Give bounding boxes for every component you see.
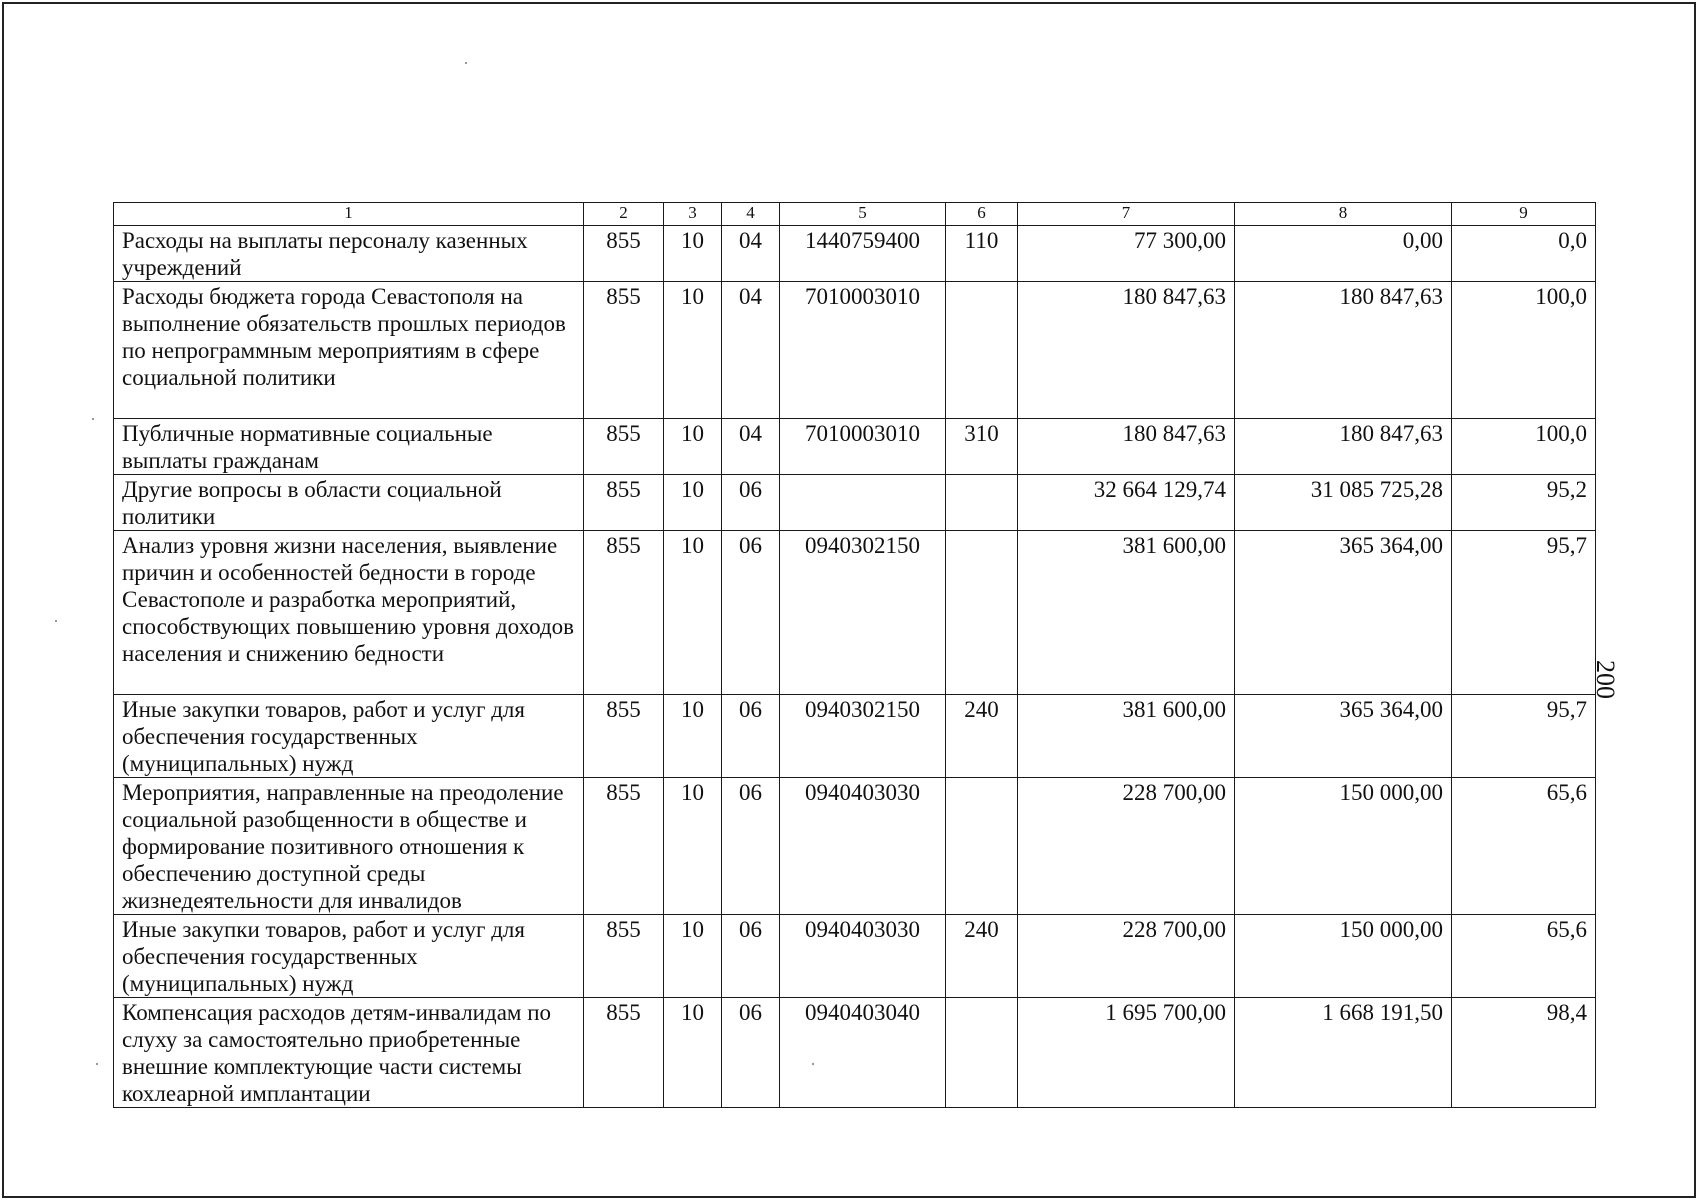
cell-col7: 180 847,63 <box>1018 282 1235 419</box>
row-name: Анализ уровня жизни населения, выявление причин и особенностей бедности в городе Севастополе и разработка мероприятий, способствующих повышению уровня доходов населения и снижению бедности <box>114 531 584 695</box>
cell-col6 <box>946 778 1018 915</box>
cell-col8: 1 668 191,50 <box>1235 998 1452 1108</box>
cell-col2: 855 <box>584 998 664 1108</box>
row-name: Иные закупки товаров, работ и услуг для обеспечения государственных (муниципальных) нужд <box>114 915 584 998</box>
cell-col2: 855 <box>584 226 664 282</box>
cell-col8: 365 364,00 <box>1235 695 1452 778</box>
cell-col5: 0940403030 <box>780 915 946 998</box>
cell-col4: 06 <box>722 475 780 531</box>
cell-col3: 10 <box>664 998 722 1108</box>
row-name: Иные закупки товаров, работ и услуг для обеспечения государственных (муниципальных) нужд <box>114 695 584 778</box>
row-name: Мероприятия, направленные на преодоление социальной разобщенности в обществе и формирование позитивного отношения к обеспечению доступной среды жизнедеятельности для инвалидов <box>114 778 584 915</box>
row-name: Компенсация расходов детям-инвалидам по слуху за самостоятельно приобретенные внешние комплектующие части системы кохлеарной имплантации <box>114 998 584 1108</box>
cell-col9: 95,7 <box>1452 531 1596 695</box>
cell-col4: 06 <box>722 915 780 998</box>
cell-col7: 32 664 129,74 <box>1018 475 1235 531</box>
cell-col9: 0,0 <box>1452 226 1596 282</box>
cell-col8: 180 847,63 <box>1235 282 1452 419</box>
cell-col6: 310 <box>946 419 1018 475</box>
column-number: 7 <box>1018 203 1235 226</box>
cell-col2: 855 <box>584 475 664 531</box>
cell-col5: 0940403030 <box>780 778 946 915</box>
cell-col3: 10 <box>664 778 722 915</box>
table-row <box>114 915 1596 998</box>
table-row <box>114 695 1596 778</box>
cell-col6 <box>946 282 1018 419</box>
cell-col5: 0940302150 <box>780 695 946 778</box>
scan-speck <box>55 620 57 622</box>
cell-col9: 65,6 <box>1452 778 1596 915</box>
cell-col7: 381 600,00 <box>1018 531 1235 695</box>
column-number: 2 <box>584 203 664 226</box>
cell-col7: 228 700,00 <box>1018 915 1235 998</box>
cell-col3: 10 <box>664 531 722 695</box>
table-row <box>114 778 1596 915</box>
column-number: 1 <box>114 203 584 226</box>
cell-col7: 1 695 700,00 <box>1018 998 1235 1108</box>
cell-col4: 06 <box>722 998 780 1108</box>
table-row <box>114 419 1596 475</box>
cell-col9: 100,0 <box>1452 282 1596 419</box>
cell-col5: 1440759400 <box>780 226 946 282</box>
column-number: 6 <box>946 203 1018 226</box>
scan-speck <box>92 418 94 420</box>
column-number-row <box>114 203 1596 226</box>
cell-col4: 04 <box>722 282 780 419</box>
cell-col9: 98,4 <box>1452 998 1596 1108</box>
table-body <box>114 203 1596 1108</box>
column-number: 5 <box>780 203 946 226</box>
cell-col8: 0,00 <box>1235 226 1452 282</box>
table-row <box>114 531 1596 695</box>
table-row <box>114 475 1596 531</box>
cell-col9: 95,2 <box>1452 475 1596 531</box>
scan-speck <box>465 62 467 64</box>
cell-col9: 95,7 <box>1452 695 1596 778</box>
budget-table <box>113 202 1596 1108</box>
column-number: 4 <box>722 203 780 226</box>
cell-col6: 240 <box>946 915 1018 998</box>
cell-col8: 31 085 725,28 <box>1235 475 1452 531</box>
cell-col5 <box>780 475 946 531</box>
cell-col7: 228 700,00 <box>1018 778 1235 915</box>
cell-col5: 7010003010 <box>780 419 946 475</box>
cell-col6 <box>946 998 1018 1108</box>
cell-col2: 855 <box>584 282 664 419</box>
cell-col4: 06 <box>722 695 780 778</box>
table-row <box>114 226 1596 282</box>
cell-col5: 0940302150 <box>780 531 946 695</box>
cell-col5: 7010003010 <box>780 282 946 419</box>
row-name: Публичные нормативные социальные выплаты гражданам <box>114 419 584 475</box>
cell-col3: 10 <box>664 695 722 778</box>
cell-col6 <box>946 531 1018 695</box>
cell-col8: 150 000,00 <box>1235 778 1452 915</box>
cell-col9: 65,6 <box>1452 915 1596 998</box>
cell-col8: 180 847,63 <box>1235 419 1452 475</box>
column-number: 3 <box>664 203 722 226</box>
cell-col4: 06 <box>722 778 780 915</box>
table-row <box>114 998 1596 1108</box>
cell-col4: 04 <box>722 419 780 475</box>
cell-col3: 10 <box>664 475 722 531</box>
cell-col7: 77 300,00 <box>1018 226 1235 282</box>
cell-col2: 855 <box>584 778 664 915</box>
table-row <box>114 282 1596 419</box>
scan-speck <box>812 1063 814 1065</box>
cell-col7: 180 847,63 <box>1018 419 1235 475</box>
row-name: Расходы бюджета города Севастополя на выполнение обязательств прошлых периодов по непрограммным мероприятиям в сфере социальной политики <box>114 282 584 419</box>
cell-col2: 855 <box>584 419 664 475</box>
page-number: 200 <box>1591 660 1620 699</box>
cell-col2: 855 <box>584 695 664 778</box>
cell-col4: 06 <box>722 531 780 695</box>
cell-col3: 10 <box>664 915 722 998</box>
cell-col8: 150 000,00 <box>1235 915 1452 998</box>
cell-col6 <box>946 475 1018 531</box>
column-number: 9 <box>1452 203 1596 226</box>
cell-col8: 365 364,00 <box>1235 531 1452 695</box>
column-number: 8 <box>1235 203 1452 226</box>
cell-col3: 10 <box>664 419 722 475</box>
cell-col2: 855 <box>584 531 664 695</box>
cell-col5: 0940403040 <box>780 998 946 1108</box>
row-name: Расходы на выплаты персоналу казенных учреждений <box>114 226 584 282</box>
row-name: Другие вопросы в области социальной политики <box>114 475 584 531</box>
scan-speck <box>96 1063 98 1065</box>
cell-col6: 110 <box>946 226 1018 282</box>
cell-col7: 381 600,00 <box>1018 695 1235 778</box>
cell-col3: 10 <box>664 282 722 419</box>
cell-col2: 855 <box>584 915 664 998</box>
cell-col9: 100,0 <box>1452 419 1596 475</box>
cell-col4: 04 <box>722 226 780 282</box>
cell-col6: 240 <box>946 695 1018 778</box>
cell-col3: 10 <box>664 226 722 282</box>
